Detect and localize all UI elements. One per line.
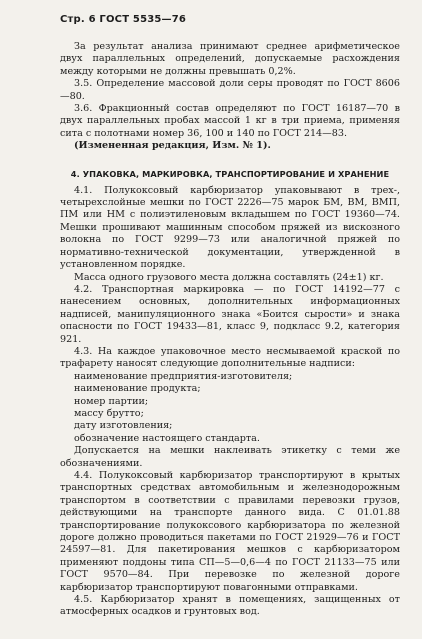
paragraph-4-4: 4.4. Полукоксовый карбюризатор транспортируют в крытых транспортных средствах автомобильным и железнодорожным транспортом в соответствии с правилами перевозки грузов, действующими на транспорте данного вида. С 01.01.88 транспортирование полукоксового карбюризатора по железной дороге должно проводиться пакетами по ГОСТ 21929—76 и ГОСТ 24597—81. Для пакетирования мешков с карбюризатором применяют поддоны типа СП—5—0,6—4 по ГОСТ 21133—75 или ГОСТ 9570—84. При перевозке по железной дороге карбюризатор транспортируют повагонными отправками. bbox=[60, 470, 400, 593]
section-heading: 4. УПАКОВКА, МАРКИРОВКА, ТРАНСПОРТИРОВАНИЕ И ХРАНЕНИЕ bbox=[70, 168, 390, 179]
paragraph-result: За результат анализа принимают среднее арифметическое двух параллельных определений, допускаемые расхождения между которыми не должны превышать 0,2%. bbox=[60, 41, 400, 77]
paragraph-3-6: 3.6. Фракционный состав определяют по ГОСТ 16187—70 в двух параллельных пробах массой 1 кг в три приема, применяя сита с полотнами номер 36, 100 и 140 по ГОСТ 214—83. bbox=[60, 103, 400, 139]
paragraph-3-5: 3.5. Определение массовой доли серы проводят по ГОСТ 8606—80. bbox=[60, 78, 400, 102]
list-item: обозначение настоящего стандарта. bbox=[74, 432, 260, 444]
page-header: Стр. 6 ГОСТ 5535—76 bbox=[60, 14, 187, 25]
list-item: массу брутто; bbox=[74, 407, 144, 419]
paragraph-4-3-label: Допускается на мешки наклеивать этикетку с теми же обозначениями. bbox=[60, 445, 400, 469]
list-item: номер партии; bbox=[74, 395, 149, 407]
paragraph-4-1-mass: Масса одного грузового места должна составлять (24±1) кг. bbox=[74, 271, 384, 283]
list-item: дату изготовления; bbox=[74, 420, 173, 432]
amendment-note: (Измененная редакция, Изм. № 1). bbox=[74, 140, 271, 152]
list-item: наименование предприятия-изготовителя; bbox=[74, 370, 293, 382]
paragraph-4-2: 4.2. Транспортная маркировка — по ГОСТ 14192—77 с нанесением основных, дополнительных информационных надписей, манипуляционного знака «Боится сырости» и знака опасности по ГОСТ 19433—81, класс 9, подкласс 9.2, категория 921. bbox=[60, 283, 400, 345]
paragraph-4-1: 4.1. Полукоксовый карбюризатор упаковывают в трех-, четырехслойные мешки по ГОСТ 2226—75 марок БМ, ВМ, ВМП, ПМ или НМ с полиэтиленовым вкладышем по ГОСТ 19360—74. Мешки прошивают машинным способом пряжей из вискозного волокна по ГОСТ 9299—73 или аналогичной пряжей по нормативно-технической документации, утвержденной в установленном порядке. bbox=[60, 184, 400, 271]
paragraph-4-3: 4.3. На каждое упаковочное место несмываемой краской по трафарету наносят следующие дополнительные надписи: bbox=[60, 345, 400, 370]
paragraph-4-5: 4.5. Карбюризатор хранят в помещениях, защищенных от атмосферных осадков и грунтовых вод. bbox=[60, 594, 400, 618]
list-item: наименование продукта; bbox=[74, 383, 201, 395]
